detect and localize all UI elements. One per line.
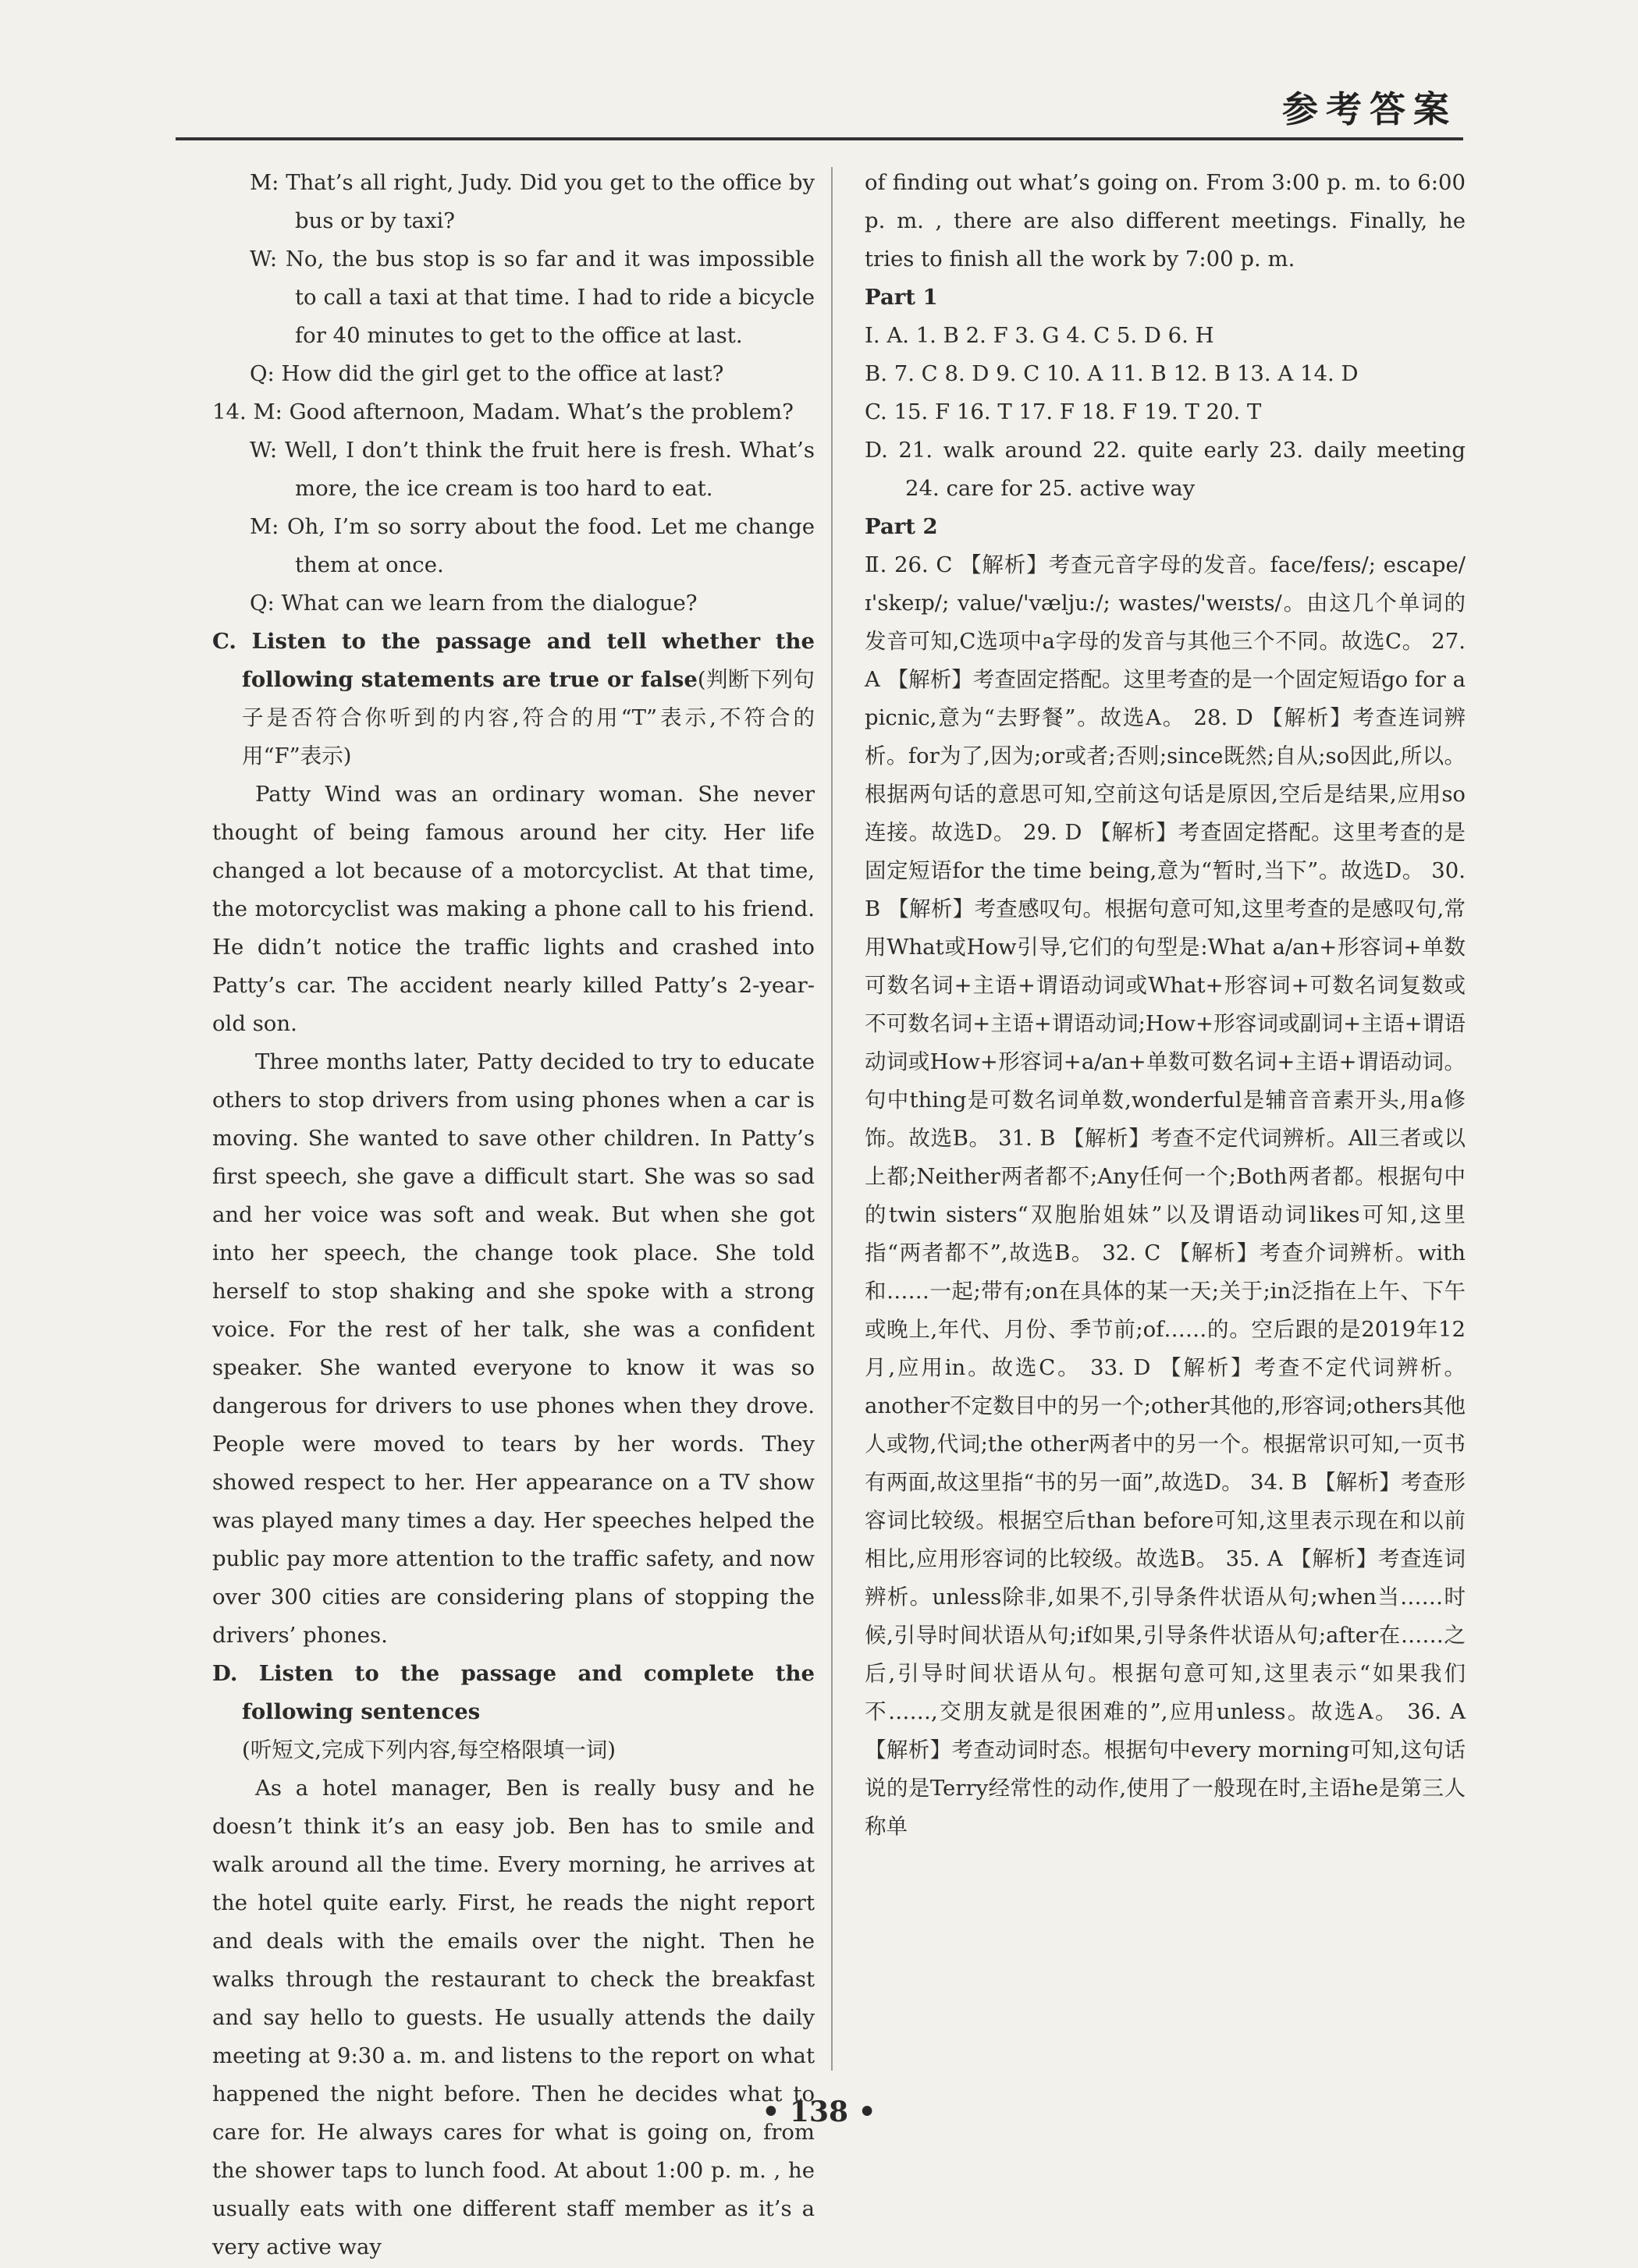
answer-row: D. 21. walk around 22. quite early 23. daily meeting 24. care for 25. active way <box>865 438 1466 501</box>
passage-continuation: of finding out what’s going on. From 3:00 p. m. to 6:00 p. m. , there are also different meetings. Finally, he tries to finish all the work by 7:00 p. m. <box>865 170 1466 272</box>
section-d-heading <box>212 1655 815 1769</box>
dialogue-line-numbered: 14. M: Good afternoon, Madam. What’s the problem? <box>212 399 794 424</box>
dialogue-line: Q: How did the girl get to the office at last? <box>250 361 724 386</box>
dialogue-line: W: No, the bus stop is so far and it was impossible to call a taxi at that time. I had to ride a bicycle for 40 minutes to get to the office at last. <box>250 247 815 348</box>
section-c-title: C. Listen to the passage and tell whether the following statements are true or false <box>212 629 815 692</box>
section-c-heading <box>212 623 815 776</box>
dialogue-line: Q: What can we learn from the dialogue? <box>250 591 698 616</box>
section-d-instruction: (听短文,完成下列内容,每空格限填一词) <box>242 1737 616 1762</box>
answer-row: Ⅰ. A. 1. B 2. F 3. G 4. C 5. D 6. H <box>865 323 1214 348</box>
column-divider <box>831 167 833 2071</box>
passage-paragraph: Patty Wind was an ordinary woman. She never thought of being famous around her city. Her life changed a lot because of a motorcyclist. At that time, the motorcyclist was making a phone call to his friend. He didn’t notice the traffic lights and crashed into Patty’s car. The accident nearly killed Patty’s 2-year-old son. <box>212 782 815 1036</box>
part-1-label: Part 1 <box>865 285 938 310</box>
part-2-label: Part 2 <box>865 514 938 539</box>
left-column <box>212 164 815 2266</box>
section-d-title: D. Listen to the passage and complete the following sentences <box>212 1661 815 1724</box>
right-column <box>865 164 1466 1846</box>
dialogue-line: M: That’s all right, Judy. Did you get to the office by bus or by taxi? <box>250 170 815 233</box>
passage-paragraph: As a hotel manager, Ben is really busy and he doesn’t think it’s an easy job. Ben has to smile and walk around all the time. Every morning, he arrives at the hotel quite early. First, he reads the night report and deals with the emails over the night. Then he walks through the restaurant to check the breakfast and say hello to guests. He usually attends the daily meeting at 9:30 a. m. and listens to the report on what happened the night before. Then he decides what to care for. He always cares for what is going on, from the shower taps to lunch food. At about 1:00 p. m. , he usually eats with one different staff member as it’s a very active way <box>212 1776 815 2259</box>
dialogue-line: M: Oh, I’m so sorry about the food. Let me change them at once. <box>250 514 815 577</box>
header-rule <box>176 137 1463 140</box>
passage-paragraph: Three months later, Patty decided to try to educate others to stop drivers from using phones when a car is moving. She wanted to save other children. In Patty’s first speech, she gave a difficult start. She was so sad and her voice was soft and weak. But when she got into her speech, the change took place. She told herself to stop shaking and she spoke with a strong voice. For the rest of her talk, she was a confident speaker. She wanted everyone to know it was so dangerous for drivers to use phones when they drove. People were moved to tears by her words. They showed respect to her. Her appearance on a TV show was played many times a day. Her speeches helped the public pay more attention to the traffic safety, and now over 300 cities are considering plans of stopping the drivers’ phones. <box>212 1049 815 1648</box>
answer-row: B. 7. C 8. D 9. C 10. A 11. B 12. B 13. A 14. D <box>865 361 1359 386</box>
explanation-text: Ⅱ. 26. C 【解析】考查元音字母的发音。face/feɪs/; escape/ɪ'skeɪp/; value/'vælju:/; wastes/'weɪsts/。由这几个单词的发音可知,C选项中a字母的发音与其他三个不同。故选C。 27. A 【解析】考查固定搭配。这里考查的是一个固定短语go for a picnic,意为“去野餐”。故选A。 28. D 【解析】考查连词辨析。for为了,因为;or或者;否则;since既然;自从;so因此,所以。根据两句话的意思可知,空前这句话是原因,空后是结果,应用so连接。故选D。 29. D 【解析】考查固定搭配。这里考查的是固定短语for the time being,意为“暂时,当下”。故选D。 30. B 【解析】考查感叹句。根据句意可知,这里考查的是感叹句,常用What或How引导,它们的句型是:What a/an+形容词+单数可数名词+主语+谓语动词或What+形容词+可数名词复数或不可数名词+主语+谓语动词;How+形容词或副词+主语+谓语动词或How+形容词+a/an+单数可数名词+主语+谓语动词。句中thing是可数名词单数,wonderful是辅音音素开头,用a修饰。故选B。 31. B 【解析】考查不定代词辨析。All三者或以上都;Neither两者都不;Any任何一个;Both两者都。根据句中的twin sisters“双胞胎姐妹”以及谓语动词likes可知,这里指“两者都不”,故选B。 32. C 【解析】考查介词辨析。with和……一起;带有;on在具体的某一天;关于;in泛指在上午、下午或晚上,年代、月份、季节前;of……的。空后跟的是2019年12月,应用in。故选C。 33. D 【解析】考查不定代词辨析。another不定数目中的另一个;other其他的,形容词;others其他人或物,代词;the other两者中的另一个。根据常识可知,一页书有两面,故这里指“书的另一面”,故选D。 34. B 【解析】考查形容词比较级。根据空后than before可知,这里表示现在和以前相比,应用形容词的比较级。故选B。 35. A 【解析】考查连词辨析。unless除非,如果不,引导条件状语从句;when当……时候,引导时间状语从句;if如果,引导条件状语从句;after在……之后,引导时间状语从句。根据句意可知,这里表示“如果我们不……,交朋友就是很困难的”,应用unless。故选A。 36. A 【解析】考查动词时态。根据句中every morning可知,这句话说的是Terry经常性的动作,使用了一般现在时,主语he是第三人称单 <box>865 552 1466 1839</box>
header-title: 参考答案 <box>1282 88 1457 130</box>
dialogue-line: W: Well, I don’t think the fruit here is fresh. What’s more, the ice cream is too hard to eat. <box>250 438 815 501</box>
answer-row: C. 15. F 16. T 17. F 18. F 19. T 20. T <box>865 399 1262 424</box>
page-number: • 138 • <box>762 2096 876 2128</box>
section-c-instruction: (判断下列句子是否符合你听到的内容,符合的用“T”表示,不符合的用“F”表示) <box>242 667 815 768</box>
